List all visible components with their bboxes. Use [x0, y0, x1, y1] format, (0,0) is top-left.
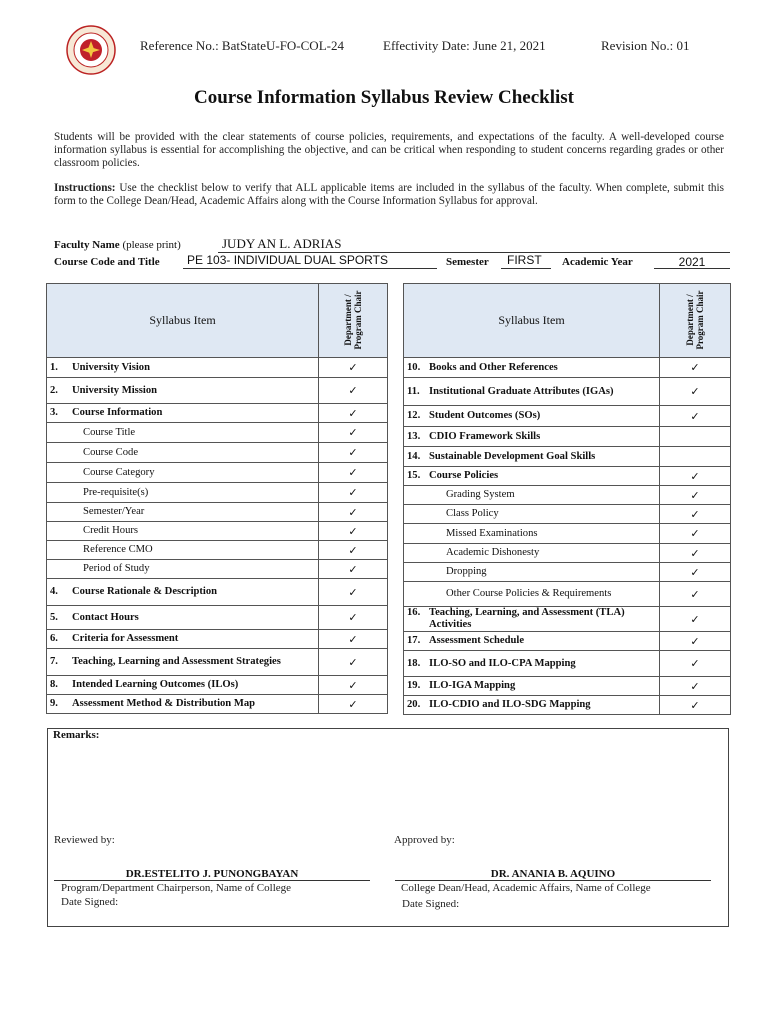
syllabus-item-cell [47, 378, 319, 404]
item-label: University Mission [72, 384, 158, 396]
chair-checkbox-cell[interactable] [319, 541, 388, 560]
item-label: Credit Hours [83, 525, 139, 536]
reviewer-date-signed: Date Signed: [61, 896, 119, 908]
checklist-row [47, 695, 388, 714]
checklist-row [47, 676, 388, 695]
reviewed-by-label: Reviewed by: [54, 834, 115, 846]
check-mark-icon: ✓ [348, 656, 358, 669]
chair-checkbox-cell[interactable] [660, 378, 731, 406]
syllabus-item-cell [47, 404, 319, 423]
item-number: 4. [50, 586, 58, 597]
item-label: Contact Hours [72, 611, 139, 623]
syllabus-item-cell [47, 695, 319, 714]
checklist-row [47, 378, 388, 404]
syllabus-item-cell [47, 541, 319, 560]
syllabus-item-cell [47, 358, 319, 378]
checklist-table-right [403, 283, 731, 715]
chair-checkbox-cell[interactable] [660, 582, 731, 607]
syllabus-item-cell [404, 563, 660, 582]
chair-checkbox-cell[interactable] [660, 677, 731, 696]
chair-checkbox-cell[interactable] [660, 696, 731, 715]
chair-checkbox-cell[interactable] [319, 676, 388, 695]
item-label: Other Course Policies & Requirements [446, 588, 612, 599]
item-label: Course Code [83, 446, 139, 458]
reviewer-title: Program/Department Chairperson, Name of College [61, 882, 292, 894]
checklist-row [404, 607, 731, 632]
item-number: 16. [407, 607, 421, 618]
checklist-row [47, 649, 388, 676]
checklist-row [404, 696, 731, 715]
item-label: Institutional Graduate Attributes (IGAs) [429, 385, 614, 397]
reviewer-name: DR.ESTELITO J. PUNONGBAYAN [125, 868, 299, 880]
checklist-row [47, 423, 388, 443]
check-mark-icon: ✓ [348, 427, 358, 439]
checklist-row [404, 544, 731, 563]
intro-paragraph: Students will be provided with the clear statements of course policies, requirements, and expectations of the faculty. A well-developed course information syllabus is essential for accomplishing the objective, and can be critical when responding to student concerns regarding grades or other classroom policies. [54, 131, 724, 169]
check-mark-icon: ✓ [690, 508, 700, 521]
check-mark-icon: ✓ [690, 410, 700, 423]
checklist-row [404, 632, 731, 651]
checklist-row [47, 483, 388, 503]
item-number: 11. [407, 385, 420, 397]
remarks-box [47, 728, 729, 927]
syllabus-item-cell [47, 423, 319, 443]
item-label: Teaching, Learning, and Assessment (TLA) Activities [429, 607, 625, 630]
syllabus-item-cell [47, 463, 319, 483]
check-mark-icon: ✓ [348, 525, 358, 538]
syllabus-item-cell [404, 524, 660, 544]
item-label: Course Policies [429, 470, 499, 481]
checklist-row [404, 677, 731, 696]
syllabus-item-cell [404, 427, 660, 447]
chair-column-header-text: Department / Program Chair [685, 290, 705, 350]
item-label: Course Information [72, 407, 163, 418]
item-number: 2. [50, 384, 58, 396]
instructions-text: Use the checklist below to verify that ALL applicable items are included in the syllabus of the faculty. When complete, submit this form to the College Dean/Head, Academic Affairs along with the Course Information Syllabus for approval. [54, 182, 724, 207]
check-mark-icon: ✓ [690, 680, 700, 693]
chair-checkbox-cell[interactable] [319, 358, 388, 378]
checklist-row [404, 406, 731, 427]
check-mark-icon: ✓ [348, 698, 358, 711]
faculty-name-value: JUDY AN L. ADRIAS [222, 236, 342, 251]
item-label: Grading System [446, 489, 515, 500]
faculty-name-hint: (please print) [122, 239, 181, 251]
semester-field[interactable] [501, 253, 551, 269]
check-mark-icon: ✓ [690, 613, 700, 626]
checklist-row [404, 524, 731, 544]
effectivity-date: Effectivity Date: June 21, 2021 [383, 38, 546, 53]
item-number: 12. [407, 410, 421, 421]
syllabus-item-cell [47, 676, 319, 695]
item-label: Books and Other References [429, 361, 558, 373]
approver-signature-line[interactable] [395, 868, 711, 881]
chair-checkbox-cell[interactable] [660, 607, 731, 632]
checklist-row [404, 427, 731, 447]
approver-title: College Dean/Head, Academic Affairs, Name of College [401, 882, 651, 894]
check-mark-icon: ✓ [690, 489, 700, 502]
check-mark-icon: ✓ [348, 467, 358, 479]
chair-checkbox-cell[interactable] [319, 522, 388, 541]
chair-checkbox-cell[interactable] [660, 524, 731, 544]
item-label: Student Outcomes (SOs) [429, 410, 541, 421]
checklist-row [47, 630, 388, 649]
item-label: Course Rationale & Description [72, 586, 218, 597]
check-mark-icon: ✓ [690, 470, 700, 483]
item-label: Course Title [83, 426, 136, 438]
item-label: Period of Study [83, 563, 150, 574]
reference-number: Reference No.: BatStateU-FO-COL-24 [140, 38, 344, 53]
item-number: 19. [407, 680, 421, 691]
check-mark-icon: ✓ [348, 385, 358, 397]
chair-checkbox-cell[interactable] [319, 443, 388, 463]
course-code-field[interactable] [183, 253, 437, 269]
checklist-row [47, 606, 388, 630]
check-mark-icon: ✓ [348, 544, 358, 557]
revision-number: Revision No.: 01 [601, 38, 690, 53]
checklist-row [404, 582, 731, 607]
checklist-row [404, 467, 731, 486]
syllabus-item-cell [47, 606, 319, 630]
check-mark-icon: ✓ [690, 547, 700, 560]
syllabus-item-cell [47, 560, 319, 579]
item-label: Assessment Method & Distribution Map [72, 698, 256, 709]
chair-checkbox-cell[interactable] [319, 630, 388, 649]
instructions-label: Instructions: [54, 182, 116, 194]
syllabus-item-cell [47, 522, 319, 541]
item-label: Course Category [83, 466, 155, 478]
item-label: Academic Dishonesty [446, 547, 540, 558]
checklist-row [404, 651, 731, 677]
page-title: Course Information Syllabus Review Checklist [193, 87, 574, 108]
remarks-label: Remarks: [53, 729, 100, 741]
item-label: Missed Examinations [446, 527, 538, 539]
check-mark-icon: ✓ [348, 563, 358, 576]
check-mark-icon: ✓ [690, 588, 700, 601]
syllabus-item-cell [47, 579, 319, 606]
item-label: Criteria for Assessment [72, 633, 179, 644]
check-mark-icon: ✓ [690, 566, 700, 579]
check-mark-icon: ✓ [348, 612, 358, 624]
checklist-row [47, 579, 388, 606]
item-label: ILO-SO and ILO-CPA Mapping [429, 657, 576, 669]
approver-date-signed: Date Signed: [402, 898, 460, 910]
checklist-row [47, 541, 388, 560]
chair-checkbox-cell[interactable] [660, 544, 731, 563]
item-number: 9. [50, 698, 58, 709]
check-mark-icon: ✓ [690, 362, 700, 374]
chair-column-header [660, 284, 731, 358]
checklist-row [47, 358, 388, 378]
check-mark-icon: ✓ [348, 487, 358, 499]
item-number: 20. [407, 699, 421, 710]
semester-value: FIRST [507, 253, 542, 267]
checklist-row [404, 505, 731, 524]
syllabus-item-cell [47, 649, 319, 676]
chair-checkbox-cell[interactable] [319, 649, 388, 676]
check-mark-icon: ✓ [348, 407, 358, 420]
item-label: Pre-requisite(s) [83, 486, 149, 498]
chair-checkbox-cell[interactable] [319, 378, 388, 404]
item-number: 6. [50, 633, 58, 644]
item-number: 8. [50, 679, 58, 690]
instructions-paragraph [54, 182, 724, 208]
chair-checkbox-cell[interactable] [319, 404, 388, 423]
chair-checkbox-cell[interactable] [660, 563, 731, 582]
item-label: Class Policy [446, 508, 499, 519]
item-label: Semester/Year [83, 506, 145, 517]
checklist-row [404, 358, 731, 378]
item-number: 7. [50, 656, 58, 667]
chair-checkbox-cell[interactable] [660, 406, 731, 427]
check-mark-icon: ✓ [690, 699, 700, 712]
checklist-row [404, 447, 731, 467]
chair-checkbox-cell[interactable] [660, 427, 731, 447]
checklist-row [47, 404, 388, 423]
item-number: 18. [407, 657, 421, 669]
checklist-row [47, 522, 388, 541]
check-mark-icon: ✓ [690, 635, 700, 648]
syllabus-item-cell [404, 632, 660, 651]
check-mark-icon: ✓ [690, 658, 700, 670]
chair-checkbox-cell[interactable] [660, 486, 731, 505]
syllabus-item-cell [404, 378, 660, 406]
item-number: 1. [50, 361, 58, 373]
check-mark-icon: ✓ [690, 386, 700, 398]
check-mark-icon: ✓ [348, 506, 358, 519]
chair-checkbox-cell[interactable] [319, 483, 388, 503]
check-mark-icon: ✓ [348, 362, 358, 374]
checklist-row [47, 560, 388, 579]
academic-year-field[interactable] [654, 253, 730, 269]
check-mark-icon: ✓ [348, 586, 358, 599]
semester-label: Semester [446, 256, 489, 268]
syllabus-item-cell [404, 544, 660, 563]
item-label: University Vision [72, 361, 150, 373]
syllabus-item-cell [404, 677, 660, 696]
item-label: CDIO Framework Skills [429, 430, 541, 442]
university-seal-logo [66, 25, 116, 75]
item-label: Dropping [446, 566, 487, 577]
academic-year-label: Academic Year [562, 256, 633, 268]
syllabus-item-header: Syllabus Item [404, 284, 660, 358]
chair-checkbox-cell[interactable] [660, 651, 731, 677]
item-number: 5. [50, 611, 58, 623]
chair-checkbox-cell[interactable] [660, 632, 731, 651]
chair-checkbox-cell[interactable] [319, 695, 388, 714]
item-label: Assessment Schedule [429, 635, 525, 646]
checklist-row [404, 486, 731, 505]
syllabus-item-cell [404, 505, 660, 524]
faculty-name-label-text: Faculty Name [54, 239, 120, 251]
item-label: Reference CMO [83, 544, 153, 555]
syllabus-item-cell [404, 582, 660, 607]
check-mark-icon: ✓ [348, 447, 358, 459]
faculty-name-label [54, 239, 181, 251]
chair-checkbox-cell[interactable] [319, 560, 388, 579]
item-number: 17. [407, 635, 421, 646]
chair-checkbox-cell[interactable] [319, 503, 388, 522]
item-label: Intended Learning Outcomes (ILOs) [72, 679, 239, 690]
item-label: Teaching, Learning and Assessment Strategies [72, 656, 281, 667]
checklist-table-left [46, 283, 388, 714]
academic-year-value: 2021 [678, 255, 706, 269]
check-mark-icon: ✓ [348, 679, 358, 692]
syllabus-item-cell [47, 630, 319, 649]
item-number: 15. [407, 470, 421, 481]
chair-checkbox-cell[interactable] [319, 579, 388, 606]
syllabus-item-header: Syllabus Item [47, 284, 319, 358]
item-number: 14. [407, 450, 421, 462]
faculty-name-field[interactable] [218, 236, 730, 253]
check-mark-icon: ✓ [348, 633, 358, 646]
chair-column-header [319, 284, 388, 358]
syllabus-item-cell [47, 483, 319, 503]
item-number: 10. [407, 361, 421, 373]
syllabus-item-cell [404, 607, 660, 632]
syllabus-item-cell [404, 358, 660, 378]
item-label: Sustainable Development Goal Skills [429, 450, 596, 462]
chair-checkbox-cell[interactable] [660, 467, 731, 486]
chair-checkbox-cell[interactable] [319, 606, 388, 630]
item-number: 3. [50, 407, 58, 418]
item-label: ILO-IGA Mapping [429, 680, 516, 691]
syllabus-item-cell [404, 696, 660, 715]
chair-checkbox-cell[interactable] [319, 423, 388, 443]
chair-checkbox-cell[interactable] [319, 463, 388, 483]
syllabus-item-cell [404, 447, 660, 467]
syllabus-item-cell [404, 486, 660, 505]
item-label: ILO-CDIO and ILO-SDG Mapping [429, 699, 591, 710]
chair-column-header-text: Department / Program Chair [343, 290, 363, 350]
checklist-row [404, 378, 731, 406]
checklist-row [404, 563, 731, 582]
item-number: 13. [407, 430, 421, 442]
checklist-row [47, 443, 388, 463]
approver-name: DR. ANANIA B. AQUINO [490, 868, 616, 880]
course-code-value: PE 103- INDIVIDUAL DUAL SPORTS [187, 253, 388, 267]
checklist-row [47, 503, 388, 522]
check-mark-icon: ✓ [690, 528, 700, 540]
syllabus-item-cell [404, 467, 660, 486]
approved-by-label: Approved by: [394, 834, 455, 846]
syllabus-item-cell [404, 651, 660, 677]
chair-checkbox-cell[interactable] [660, 505, 731, 524]
checklist-row [47, 463, 388, 483]
reviewer-signature-line[interactable] [54, 868, 370, 881]
chair-checkbox-cell[interactable] [660, 447, 731, 467]
course-code-label: Course Code and Title [54, 256, 160, 268]
chair-checkbox-cell[interactable] [660, 358, 731, 378]
syllabus-item-cell [47, 503, 319, 522]
syllabus-item-cell [47, 443, 319, 463]
syllabus-item-cell [404, 406, 660, 427]
